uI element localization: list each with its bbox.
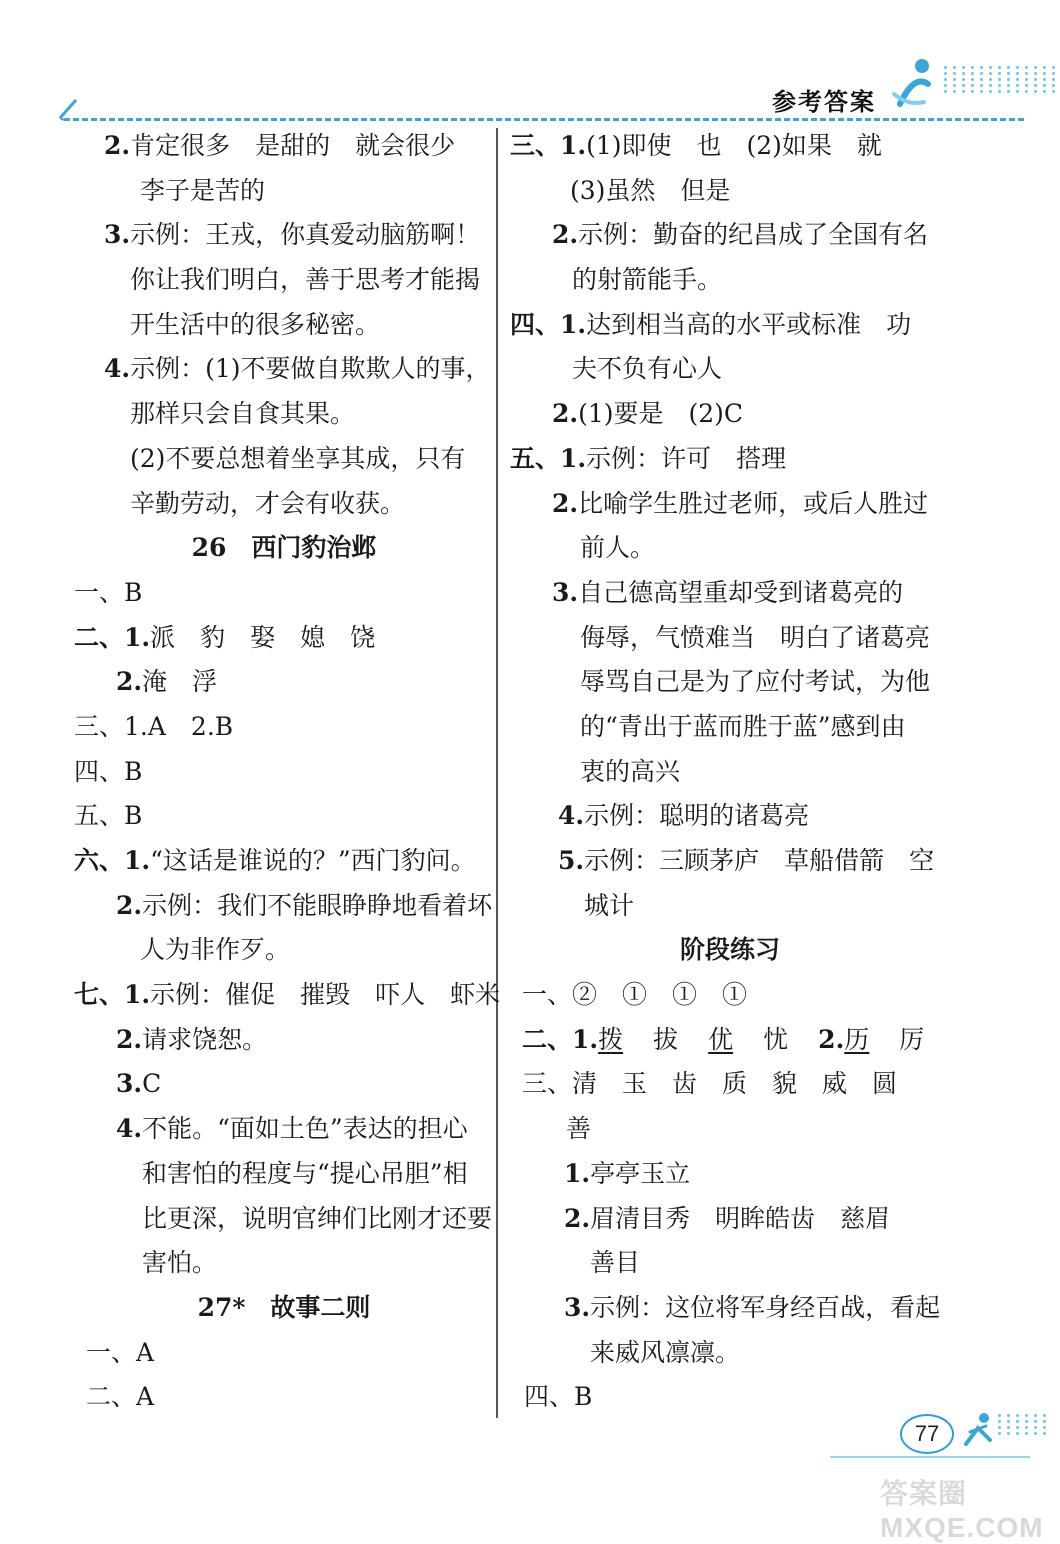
- answer-line: 害怕。: [142, 1248, 218, 1278]
- header-dot-pattern: [944, 66, 1060, 93]
- page-number: 77: [900, 1414, 954, 1454]
- runner-icon: [958, 1410, 998, 1450]
- answer-line: 善目: [590, 1248, 641, 1278]
- answer-line: 五、B: [74, 801, 143, 831]
- answer-line: 三、清 玉 齿 质 貌 威 圆: [522, 1069, 898, 1099]
- footer-rule: [830, 1456, 1030, 1458]
- answer-line: 2.(1)要是 (2)C: [552, 399, 744, 429]
- watermark-logo: 答案圈 MXQE.COM: [880, 1478, 1044, 1543]
- answer-line: 4.示例：(1)不要做自欺欺人的事，: [104, 354, 491, 384]
- section-title: 27* 故事二则: [197, 1292, 371, 1322]
- answer-line: 辛勤劳动，才会有收获。: [130, 488, 406, 518]
- answer-line: 李子是苦的: [140, 175, 266, 205]
- answer-line: 4.不能。“面如土色”表达的担心: [116, 1114, 468, 1144]
- answer-line: 2.请求饶恕。: [116, 1024, 268, 1054]
- answer-line: 的射箭能手。: [572, 265, 723, 295]
- answer-line: 2.比喻学生胜过老师，或后人胜过: [552, 488, 929, 518]
- answer-line: 那样只会自食其果。: [130, 399, 356, 429]
- answer-line: 2.示例：我们不能眼睁睁地看着坏: [116, 890, 493, 920]
- footer-dot-pattern: [998, 1414, 1049, 1435]
- answer-line: (2)不要总想着坐享其成，只有: [130, 443, 466, 473]
- answer-line: 5.示例：三顾茅庐 草船借箭 空: [558, 846, 935, 875]
- answer-line: 侮辱，气愤难当 明白了诸葛亮: [580, 622, 931, 652]
- answer-line: 2.示例：勤奋的纪昌成了全国有名: [552, 220, 929, 250]
- left-column: [74, 124, 501, 1420]
- answer-line: 一、② ① ① ①: [522, 980, 748, 1010]
- answer-line: 三、1.(1)即使 也 (2)如果 就: [510, 131, 882, 160]
- section-title: 阶段练习: [679, 935, 780, 965]
- page-header: [0, 0, 1060, 140]
- answer-line: 人为非作歹。: [140, 935, 291, 965]
- answer-line: 3.C: [116, 1069, 162, 1099]
- answer-line: 二、A: [86, 1382, 155, 1412]
- answer-line: 2.眉清目秀 明眸皓齿 慈眉: [564, 1203, 891, 1233]
- answer-line: 城计: [584, 890, 635, 920]
- answer-line: 七、1.示例：催促 摧毁 吓人 虾米: [74, 980, 501, 1010]
- answer-line: 辱骂自己是为了应付考试，为他: [580, 667, 931, 697]
- answer-line: 善: [566, 1114, 592, 1144]
- header-title: 参考答案: [772, 87, 876, 116]
- answer-line: 夫不负有心人: [572, 354, 723, 384]
- answer-line: 二、1.拨 拔 优 忧 2.历 厉: [522, 1024, 925, 1054]
- answer-line: 一、B: [74, 577, 143, 607]
- answer-line: 和害怕的程度与“提心吊胆”相: [142, 1158, 468, 1188]
- answer-line: 3.示例：这位将军身经百战，看起: [564, 1292, 941, 1322]
- answer-line: 4.示例：聪明的诸葛亮: [558, 801, 810, 831]
- answer-line: 2.肯定很多 是甜的 就会很少: [104, 131, 456, 160]
- answer-line: 的“青出于蓝而胜于蓝”感到由: [580, 711, 906, 741]
- answer-line: 六、1.“这话是谁说的？”西门豹问。: [74, 846, 476, 875]
- answer-line: 前人。: [580, 533, 656, 563]
- right-column: [510, 124, 950, 1420]
- answer-line: 你让我们明白，善于思考才能揭: [130, 265, 481, 295]
- answer-line: 3.自己德高望重却受到诸葛亮的: [552, 577, 904, 607]
- answer-line: 四、B: [524, 1382, 593, 1412]
- answer-line: 五、1.示例：许可 搭理: [510, 443, 787, 473]
- column-divider: [496, 128, 498, 1418]
- answer-line: 四、B: [74, 756, 143, 786]
- section-title: 26 西门豹治邺: [191, 533, 377, 563]
- answer-line: 二、1.派 豹 娶 媳 饶: [74, 622, 376, 652]
- answer-line: 3.示例：王戎，你真爱动脑筋啊！: [104, 220, 481, 250]
- answer-line: 衷的高兴: [580, 756, 681, 786]
- answer-line: (3)虽然 但是: [570, 175, 731, 205]
- answer-line: 四、1.达到相当高的水平或标准 功: [510, 309, 912, 339]
- answer-line: 开生活中的很多秘密。: [130, 309, 381, 339]
- answer-line: 1.亭亭玉立: [564, 1158, 691, 1188]
- answer-line: 一、A: [86, 1337, 155, 1367]
- header-dashed-rule: [64, 118, 1024, 121]
- answer-line: 三、1.A 2.B: [74, 711, 234, 741]
- answer-line: 比更深，说明官绅们比刚才还要: [142, 1203, 493, 1233]
- running-figure-icon: [888, 54, 938, 114]
- answer-line: 2.淹 浮: [116, 667, 218, 697]
- page-footer: [820, 1400, 1060, 1543]
- answer-line: 来威风凛凛。: [590, 1337, 741, 1367]
